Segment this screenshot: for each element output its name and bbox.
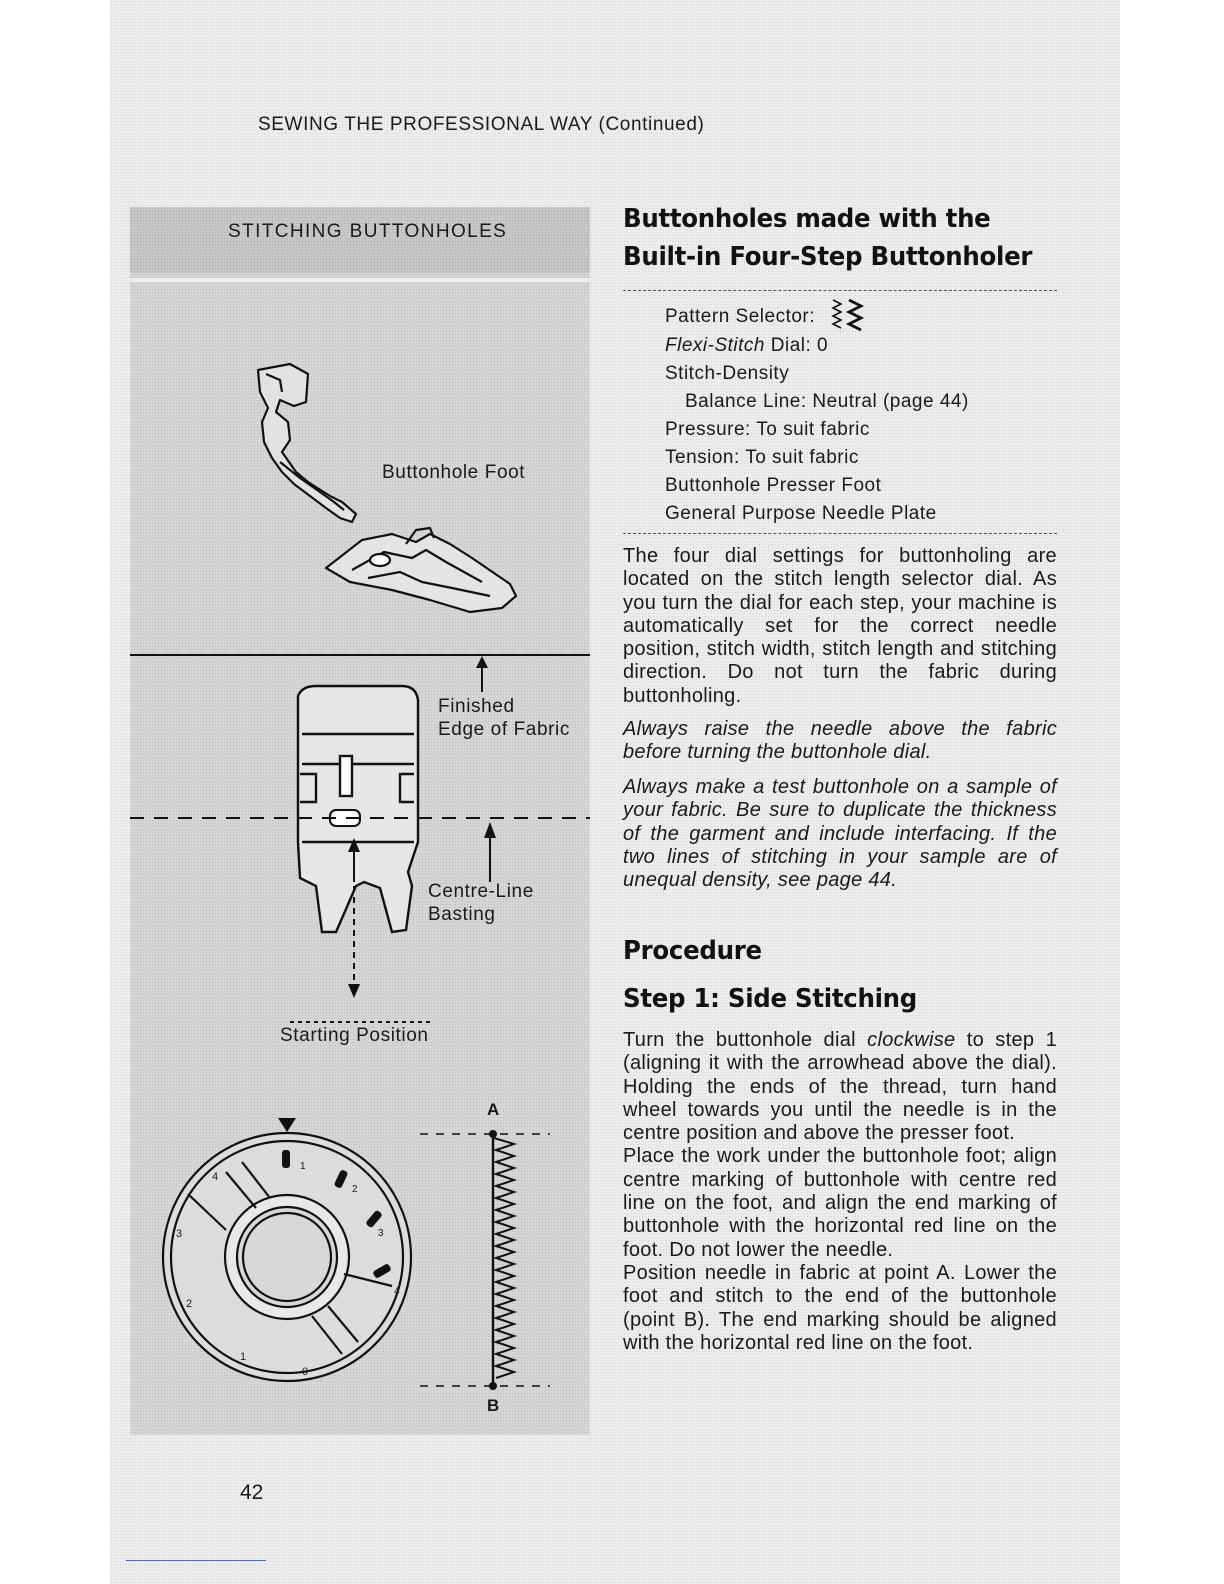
label-point-b: B <box>487 1396 500 1415</box>
point-a-dot <box>489 1130 497 1138</box>
step1-paragraph-1 <box>623 1029 1057 1145</box>
procedure-heading: Procedure <box>623 936 762 966</box>
settings-top-rule <box>623 290 1057 291</box>
basting-arrowhead <box>484 822 496 838</box>
dial-number-3: 3 <box>176 1228 183 1240</box>
settings-bottom-rule <box>623 533 1057 534</box>
dial-number-1: 1 <box>240 1351 247 1363</box>
label-centre-line: Centre-Line <box>428 881 534 902</box>
dial-number-4: 4 <box>212 1171 219 1183</box>
section-header <box>130 207 590 273</box>
settings-list <box>665 298 969 528</box>
page-number: 42 <box>240 1481 264 1504</box>
label-point-a: A <box>487 1100 500 1119</box>
label-basting: Basting <box>428 904 496 925</box>
step1-body <box>623 1029 1057 1355</box>
label-finished: Finished <box>438 696 515 717</box>
note-test-buttonhole: Always make a test buttonhole on a sample of your fabric. Be sure to duplicate the thickness of the garment and include interfacing. If the two lines of stitching in your sample are of unequal density, see page 44. <box>623 776 1057 892</box>
presser-foot-row: Buttonhole Presser Foot <box>665 475 882 496</box>
title-line-2: Built-in Four-Step Buttonholer <box>623 242 1033 272</box>
flexi-stitch-row <box>665 332 969 360</box>
label-dial-step-4: 4 <box>394 1286 401 1297</box>
foot-top-view-drawing <box>298 686 418 932</box>
buttonhole-figure <box>130 282 600 1435</box>
pattern-selector-label: Pattern Selector: <box>665 306 816 327</box>
pressure-row: Pressure: To suit fabric <box>665 419 870 440</box>
right-column-title <box>623 200 1060 276</box>
step1-paragraph-3: Position needle in fabric at point A. Lower the foot and stitch to the end of the buttonhole (point B). The end marking should be aligned with the horizontal red line on the foot. <box>623 1261 1057 1354</box>
tension-row: Tension: To suit fabric <box>665 447 859 468</box>
stitch-density-row: Stitch-Density <box>665 363 790 384</box>
zigzag-stitching <box>494 1138 514 1378</box>
edge-arrowhead <box>476 656 488 668</box>
label-edge-of-fabric: Edge of Fabric <box>438 719 570 740</box>
start-arrowhead-down <box>348 984 360 998</box>
note-raise-needle: Always raise the needle above the fabric before turning the buttonhole dial. <box>623 718 1057 764</box>
stitch-length-dial-drawing <box>163 1133 411 1381</box>
label-dial-step-3: 3 <box>378 1228 385 1239</box>
step1-p1-start: Turn the buttonhole dial <box>623 1029 868 1051</box>
dial-arrowhead <box>278 1118 296 1132</box>
dial-number-0: 0 <box>302 1366 309 1378</box>
point-b-dot <box>489 1382 497 1390</box>
link-underline <box>126 1560 266 1561</box>
buttonhole-foot-sole-drawing <box>326 528 516 612</box>
label-dial-step-2: 2 <box>352 1184 359 1195</box>
step1-p1-end: to step 1 (aligning it with the arrowhead above the dial). Holding the ends of the thread, turn hand wheel towards you until the needle is in the centre position and above the presser foot. <box>623 1029 1058 1145</box>
section-title: STITCHING BUTTONHOLES <box>228 221 508 242</box>
label-buttonhole-foot: Buttonhole Foot <box>382 462 526 483</box>
dial-number-2: 2 <box>186 1298 193 1310</box>
pattern-selector-row <box>665 298 969 332</box>
buttonhole-foot-shank-drawing <box>258 364 356 522</box>
step1-paragraph-2: Place the work under the buttonhole foot; align centre marking of buttonhole with centre red line on the foot, and align the end marking of buttonhole with the horizontal red line on the foot. Do not lower the needle. <box>623 1145 1057 1261</box>
title-line-1: Buttonholes made with the <box>623 204 991 234</box>
step1-heading: Step 1: Side Stitching <box>623 984 918 1014</box>
flexi-stitch-value: Dial: 0 <box>770 335 829 356</box>
intro-paragraph: The four dial settings for buttonholing are located on the stitch length selector dial. As you turn the dial for each step, your machine is automatically set for the correct needle position, stitch width, stitch length and stitching direction. Do not turn the fabric during buttonholing. <box>623 545 1057 707</box>
flexi-stitch-label: Flexi-Stitch <box>665 335 765 356</box>
label-starting-position: Starting Position <box>280 1025 429 1046</box>
step1-p1-clockwise: clockwise <box>867 1029 956 1051</box>
needle-plate-row: General Purpose Needle Plate <box>665 503 937 524</box>
zigzag-pattern-icon <box>827 298 867 332</box>
balance-line-row: Balance Line: Neutral (page 44) <box>685 391 969 412</box>
label-dial-step-1: 1 <box>300 1161 307 1172</box>
running-head: SEWING THE PROFESSIONAL WAY (Continued) <box>258 114 705 135</box>
